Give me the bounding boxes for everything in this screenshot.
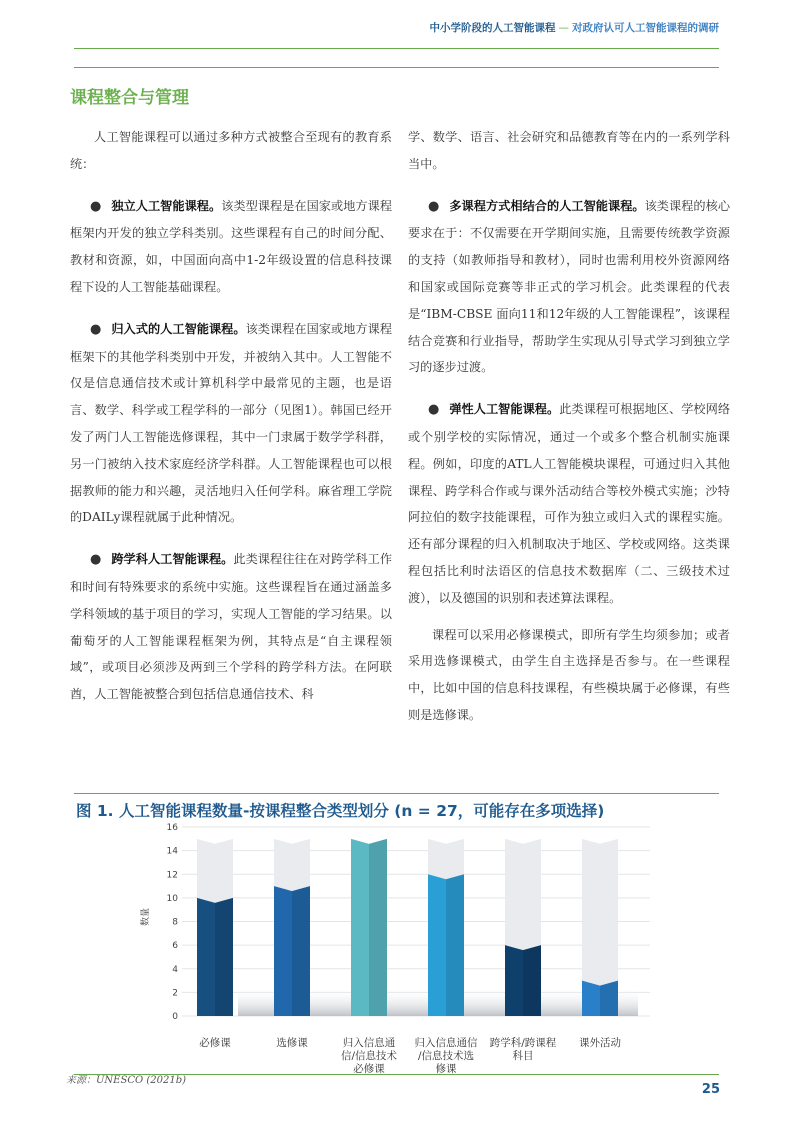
x-tick-label-line: 归入信息通 <box>342 1037 396 1049</box>
bullet-term: 跨学科人工智能课程。 <box>111 552 234 567</box>
header-separator: — <box>558 22 569 34</box>
bar-shade <box>215 898 233 1016</box>
right-column <box>408 124 730 729</box>
y-tick-label: 8 <box>172 917 178 928</box>
bullet-dot-icon: ● <box>90 198 102 214</box>
page-number: 25 <box>701 1082 720 1097</box>
x-tick-label-line: 跨学科/跨课程 <box>489 1037 557 1049</box>
x-tick-label <box>490 1036 557 1062</box>
chart-gridlines <box>182 827 650 1016</box>
bar-shade <box>600 981 618 1016</box>
figure-title: 图 1. 人工智能课程数量-按课程整合类型划分 (n = 27，可能存在多项选择) <box>76 802 605 820</box>
bullet-flexible <box>408 396 730 611</box>
x-tick-label <box>579 1036 621 1049</box>
chart-x-labels <box>199 1036 621 1074</box>
x-tick-label <box>415 1036 478 1074</box>
bullet-term: 多课程方式相结合的人工智能课程。 <box>449 198 645 213</box>
y-tick-label: 4 <box>172 964 178 975</box>
bullet-interdisciplinary <box>70 546 392 708</box>
intro-paragraph: 人工智能课程可以通过多种方式被整合至现有的教育系统： <box>70 130 392 171</box>
x-tick-label-line: 科目 <box>512 1050 534 1062</box>
y-tick-label: 2 <box>172 988 178 999</box>
x-tick-label-line: /信息技术选 <box>417 1050 475 1062</box>
header-subtitle: 对政府认可人工智能课程的调研 <box>572 22 719 34</box>
closing-paragraph: 课程可以采用必修课模式，即所有学生均须参加；或者采用选修课模式，由学生自主选择是否参与。在一些课程中，比如中国的信息科技课程，有些模块属于必修课，有些则是选修课。 <box>408 627 730 722</box>
bullet-dot-icon: ● <box>428 198 440 214</box>
bar-group <box>428 839 464 1016</box>
bullet-text: 此类课程往往在对跨学科工作和时间有特殊要求的系统中实施。这些课程旨在通过涵盖多学科领域的基于项目的学习，实现人工智能的学习结果。以葡萄牙的人工智能课程框架为例，其特点是“自主课程领域”，或项目必须涉及两到三个学科的跨学科方法。在阿联酋，人工智能被整合到包括信息通信技术、科 <box>70 552 393 702</box>
bullet-text: 该类课程的核心要求在于：不仅需要在开学期间实施，且需要传统教学资源的支持（如教师指导和教材），同时也需利用校外资源网络和国家或国际竞赛等非正式的学习机会。此类课程的代表是“IBM-CBSE 面向11和12年级的人工智能课程”，该课程结合竞赛和行业指导，帮助学生实现从引导式学习到独立学习的逐步过渡。 <box>408 198 731 375</box>
y-tick-label: 6 <box>172 941 178 952</box>
x-tick-label-line: 课外活动 <box>579 1037 621 1049</box>
bar-chart <box>60 818 660 1074</box>
bullet-term: 弹性人工智能课程。 <box>449 402 560 417</box>
y-tick-label: 10 <box>166 893 178 904</box>
x-tick-label-line: 信/信息技术 <box>340 1050 398 1062</box>
x-tick-label <box>199 1036 231 1049</box>
y-axis-label: 数量 <box>141 907 151 927</box>
bullet-term: 归入式的人工智能课程。 <box>111 321 246 336</box>
header-rule-top <box>74 48 719 49</box>
x-tick-label-line: 必修课 <box>353 1063 385 1074</box>
running-header <box>430 20 720 35</box>
header-title: 中小学阶段的人工智能课程 <box>429 22 556 34</box>
bar-shade <box>369 839 387 1016</box>
bar-shade <box>292 886 310 1016</box>
source-note: 来源：UNESCO (2021b) <box>66 1075 187 1086</box>
y-tick-label: 16 <box>166 823 178 833</box>
bar-shade <box>446 874 464 1016</box>
header-rule-bottom <box>74 67 719 68</box>
bar-group <box>582 839 618 1016</box>
bullet-term: 独立人工智能课程。 <box>111 198 222 213</box>
left-column <box>70 124 392 708</box>
bullet-text: 此类课程可根据地区、学校网络或个别学校的实际情况，通过一个或多个整合机制实施课程。例如，印度的ATL人工智能模块课程，可通过归入其他课程、跨学科合作或与课外活动结合等校外模式实施；沙特阿拉伯的数字技能课程，可作为独立或归入式的课程实施。还有部分课程的归入机制取决于地区、学校或网络。这类课程包括比利时法语区的信息技术数据库（二、三级技术过渡），以及德国的识别和表述算法课程。 <box>408 402 731 605</box>
x-tick-label <box>276 1036 308 1049</box>
bar-group <box>274 839 310 1016</box>
bullet-standalone <box>70 193 392 301</box>
y-tick-label: 12 <box>166 870 178 881</box>
bar-group <box>505 839 541 1016</box>
x-tick-label-line: 归入信息通信 <box>414 1037 478 1049</box>
x-tick-label-line: 必修课 <box>199 1037 231 1049</box>
bullet-text: 该类课程在国家或地方课程框架下的其他学科类别中开发，并被纳入其中。人工智能不仅是信息通信技术或计算机科学中最常见的主题，也是语言、数学、科学或工程学科的一部分（见图1）。韩国已经开发了两门人工智能选修课程，其中一门隶属于数学学科群，另一门被纳入技术家庭经济学科群。人工智能课程也可以根据教师的能力和兴趣，灵活地归入任何学科。麻省理工学院的DAILy课程就属于此种情况。 <box>70 321 393 525</box>
bullet-multiple <box>408 193 730 382</box>
x-tick-label-line: 选修课 <box>276 1037 308 1049</box>
bullet-dot-icon: ● <box>428 402 440 418</box>
x-tick-label-line: 修课 <box>435 1063 457 1074</box>
bullet-dot-icon: ● <box>90 321 102 337</box>
chart-y-axis <box>167 823 179 1022</box>
bar-shade <box>523 945 541 1016</box>
x-tick-label <box>341 1036 398 1074</box>
section-title: 课程整合与管理 <box>70 88 189 108</box>
bullet-text: 该类型课程是在国家或地方课程框架内开发的独立学科类别。这些课程有自己的时间分配、教材和资源，如，中国面向高中1-2年级设置的信息科技课程下设的人工智能基础课程。 <box>70 198 393 294</box>
bullet-dot-icon: ● <box>90 552 102 568</box>
bullet-embedded <box>70 316 392 531</box>
y-tick-label: 0 <box>172 1012 178 1022</box>
continuation-paragraph: 学、数学、语言、社会研究和品德教育等在内的一系列学科当中。 <box>408 130 730 171</box>
y-tick-label: 14 <box>166 846 178 857</box>
bar-group <box>197 839 233 1016</box>
figure-rule-top <box>74 793 719 794</box>
bar-group <box>351 839 387 1016</box>
